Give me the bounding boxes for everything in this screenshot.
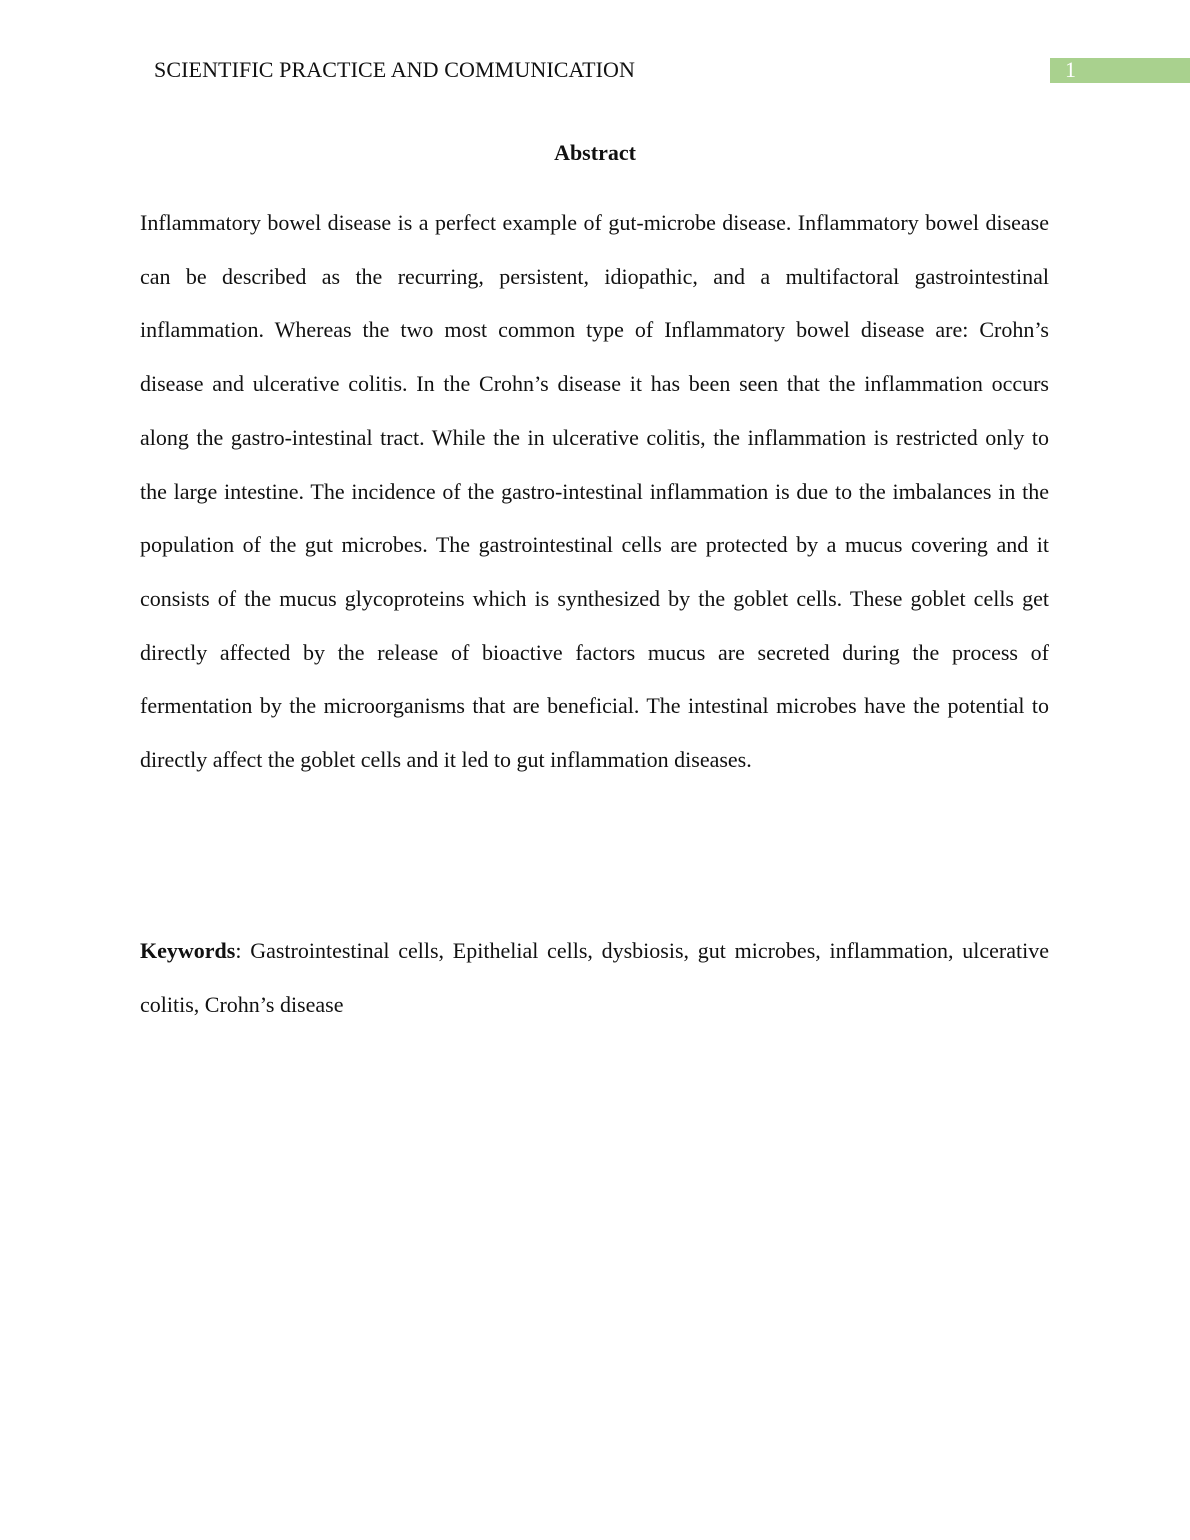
page-number-bar [1050,58,1190,83]
keywords-label: Keywords [140,938,236,963]
keywords-paragraph [140,924,1049,1032]
abstract-body: Inflammatory bowel disease is a perfect example of gut-microbe disease. Inflammatory bowel disease can be described as the recurring, persistent, idiopathic, and a multifactoral gastrointestinal inflammation. Whereas the two most common type of Inflammatory bowel disease are: Crohn’s disease and ulcerative colitis. In the Crohn’s disease it has been seen that the inflammation occurs along the gastro-intestinal tract. While the in ulcerative colitis, the inflammation is restricted only to the large intestine. The incidence of the gastro-intestinal inflammation is due to the imbalances in the population of the gut microbes. The gastrointestinal cells are protected by a mucus covering and it consists of the mucus glycoproteins which is synthesized by the goblet cells. These goblet cells get directly affected by the release of bioactive factors mucus are secreted during the process of fermentation by the microorganisms that are beneficial. The intestinal microbes have the potential to directly affect the goblet cells and it led to gut inflammation diseases. [140,210,1049,773]
abstract-heading: Abstract [554,140,636,165]
keywords-separator: : [235,938,242,963]
page-number: 1 [1065,57,1076,82]
keywords-text: Gastrointestinal cells, Epithelial cells, dysbiosis, gut microbes, inflammation, ulcerative colitis, Crohn’s disease [140,938,1049,1017]
running-head: SCIENTIFIC PRACTICE AND COMMUNICATION [154,57,636,82]
